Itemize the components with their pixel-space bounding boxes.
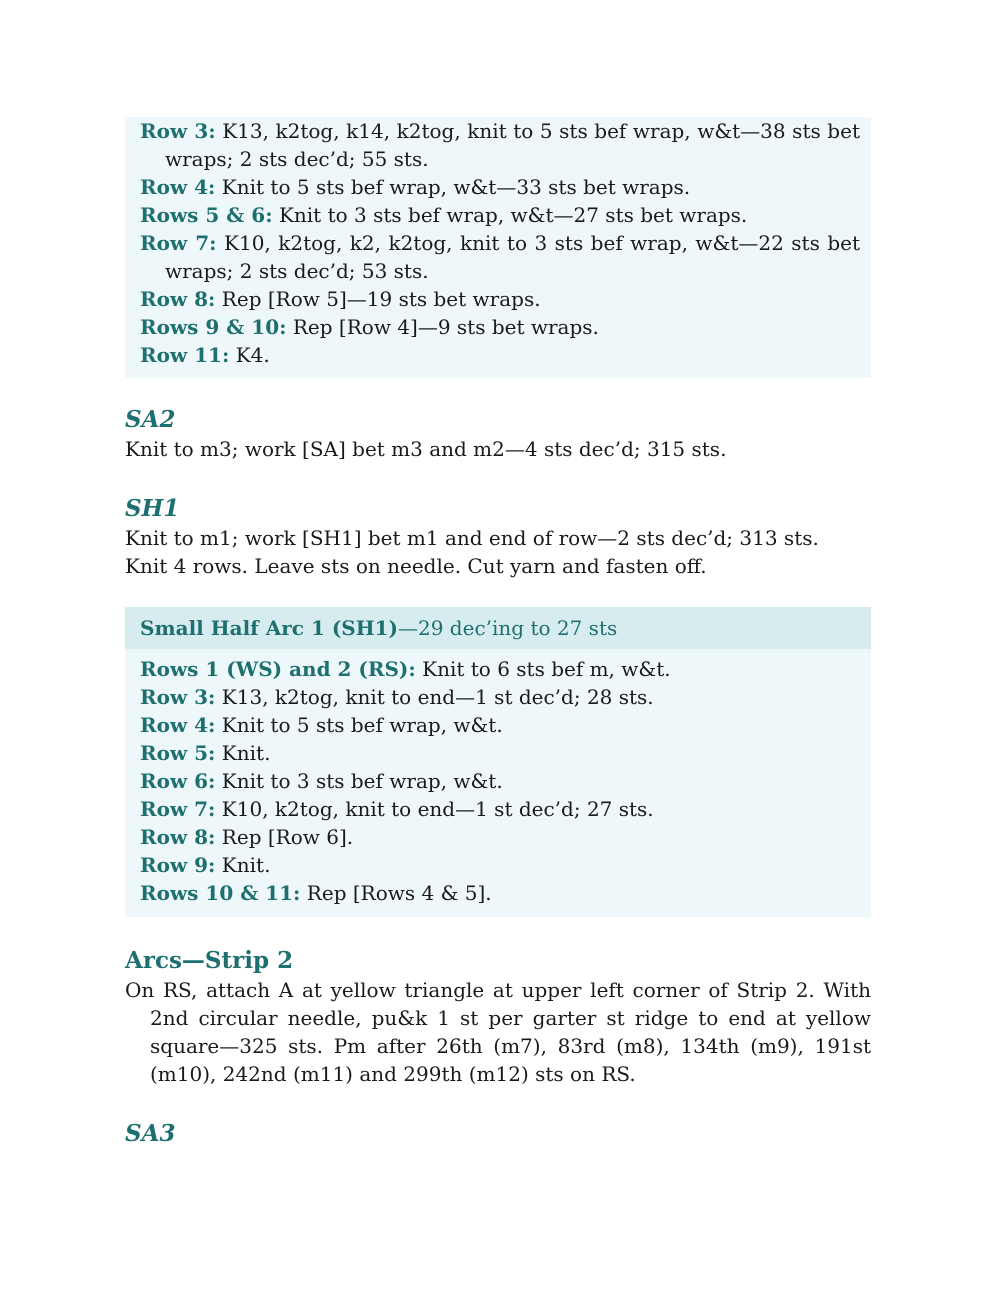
instruction-row [140, 711, 856, 739]
row-text: Rep [Row 5]—19 sts bet wraps. [215, 287, 541, 311]
instruction-row [140, 341, 860, 369]
row-text: Rep [Row 4]—9 sts bet wraps. [286, 315, 599, 339]
row-text: Knit to 6 sts bef m, w&t. [415, 657, 671, 681]
row-label: Row 9: [140, 853, 216, 877]
row-label: Rows 1 (WS) and 2 (RS): [140, 657, 416, 681]
instruction-row [140, 229, 860, 285]
row-label: Row 6: [140, 769, 216, 793]
row-label: Row 4: [140, 175, 216, 199]
section-text: On RS, attach A at yellow triangle at upper left corner of Strip 2. With 2nd circular needle, pu&k 1 st per garter st ridge to end at yellow square—325 sts. Pm after 26th (m7), 83rd (m8), 134th (m9), 191st (m10), 242nd (m11) and 299th (m12) sts on RS. [125, 978, 871, 1086]
section-heading: SA3 [125, 1120, 176, 1147]
row-text: K4. [229, 343, 270, 367]
section-heading: Arcs—Strip 2 [125, 947, 294, 974]
instruction-row [140, 655, 856, 683]
row-label: Row 8: [140, 825, 216, 849]
row-label: Rows 10 & 11: [140, 881, 301, 905]
row-text: Rep [Rows 4 & 5]. [300, 881, 492, 905]
row-text: Knit to 5 sts bef wrap, w&t—33 sts bet wraps. [215, 175, 691, 199]
row-label: Row 3: [140, 685, 216, 709]
instruction-row [140, 117, 860, 173]
row-label: Rows 5 & 6: [140, 203, 273, 227]
box-title-rest: —29 dec’ing to 27 sts [398, 616, 618, 640]
instruction-row [140, 313, 860, 341]
instruction-lines [125, 649, 871, 907]
row-text: Knit to 3 sts bef wrap, w&t. [215, 769, 503, 793]
instruction-row [140, 739, 856, 767]
row-label: Row 8: [140, 287, 216, 311]
row-text: Knit. [215, 741, 271, 765]
section-sa2 [125, 405, 871, 463]
instruction-row [140, 851, 856, 879]
row-label: Row 4: [140, 713, 216, 737]
instruction-row [140, 823, 856, 851]
section-sa3 [125, 1119, 871, 1149]
row-text: Knit. [215, 853, 271, 877]
row-text: Rep [Row 6]. [215, 825, 354, 849]
instruction-row [140, 173, 860, 201]
row-label: Row 7: [140, 231, 217, 255]
instruction-row [140, 683, 856, 711]
row-label: Row 3: [140, 119, 216, 143]
section-text: Knit 4 rows. Leave sts on needle. Cut yarn and fasten off. [125, 554, 707, 578]
row-text: K13, k2tog, knit to end—1 st dec’d; 28 sts. [215, 685, 654, 709]
row-text: K13, k2tog, k14, k2tog, knit to 5 sts bef wrap, w&t—38 sts bet wraps; 2 sts dec’d; 55 sts. [165, 119, 860, 171]
section-text: Knit to m3; work [SA] bet m3 and m2—4 sts dec’d; 315 sts. [125, 437, 727, 461]
row-label: Rows 9 & 10: [140, 315, 287, 339]
instruction-row [140, 795, 856, 823]
row-text: Knit to 3 sts bef wrap, w&t—27 sts bet wraps. [272, 203, 748, 227]
instruction-row [140, 767, 856, 795]
instruction-box-continued [125, 117, 871, 378]
instruction-box-small-half-arc [125, 607, 871, 917]
section-arcs-strip-2 [125, 946, 871, 1088]
row-label: Row 7: [140, 797, 216, 821]
section-sh1 [125, 494, 871, 580]
instruction-row [140, 285, 860, 313]
instruction-row [140, 201, 860, 229]
instruction-row [140, 879, 856, 907]
section-heading: SH1 [125, 495, 180, 522]
row-text: K10, k2tog, k2, k2tog, knit to 3 sts bef wrap, w&t—22 sts bet wraps; 2 sts dec’d; 53 sts. [165, 231, 860, 283]
row-text: K10, k2tog, knit to end—1 st dec’d; 27 sts. [215, 797, 654, 821]
section-heading: SA2 [125, 406, 176, 433]
row-label: Row 11: [140, 343, 230, 367]
box-title-bold: Small Half Arc 1 (SH1) [140, 616, 398, 640]
instruction-lines [140, 117, 860, 369]
section-text: Knit to m1; work [SH1] bet m1 and end of row—2 sts dec’d; 313 sts. [125, 526, 819, 550]
row-text: Knit to 5 sts bef wrap, w&t. [215, 713, 503, 737]
box-title [125, 607, 871, 649]
row-label: Row 5: [140, 741, 216, 765]
